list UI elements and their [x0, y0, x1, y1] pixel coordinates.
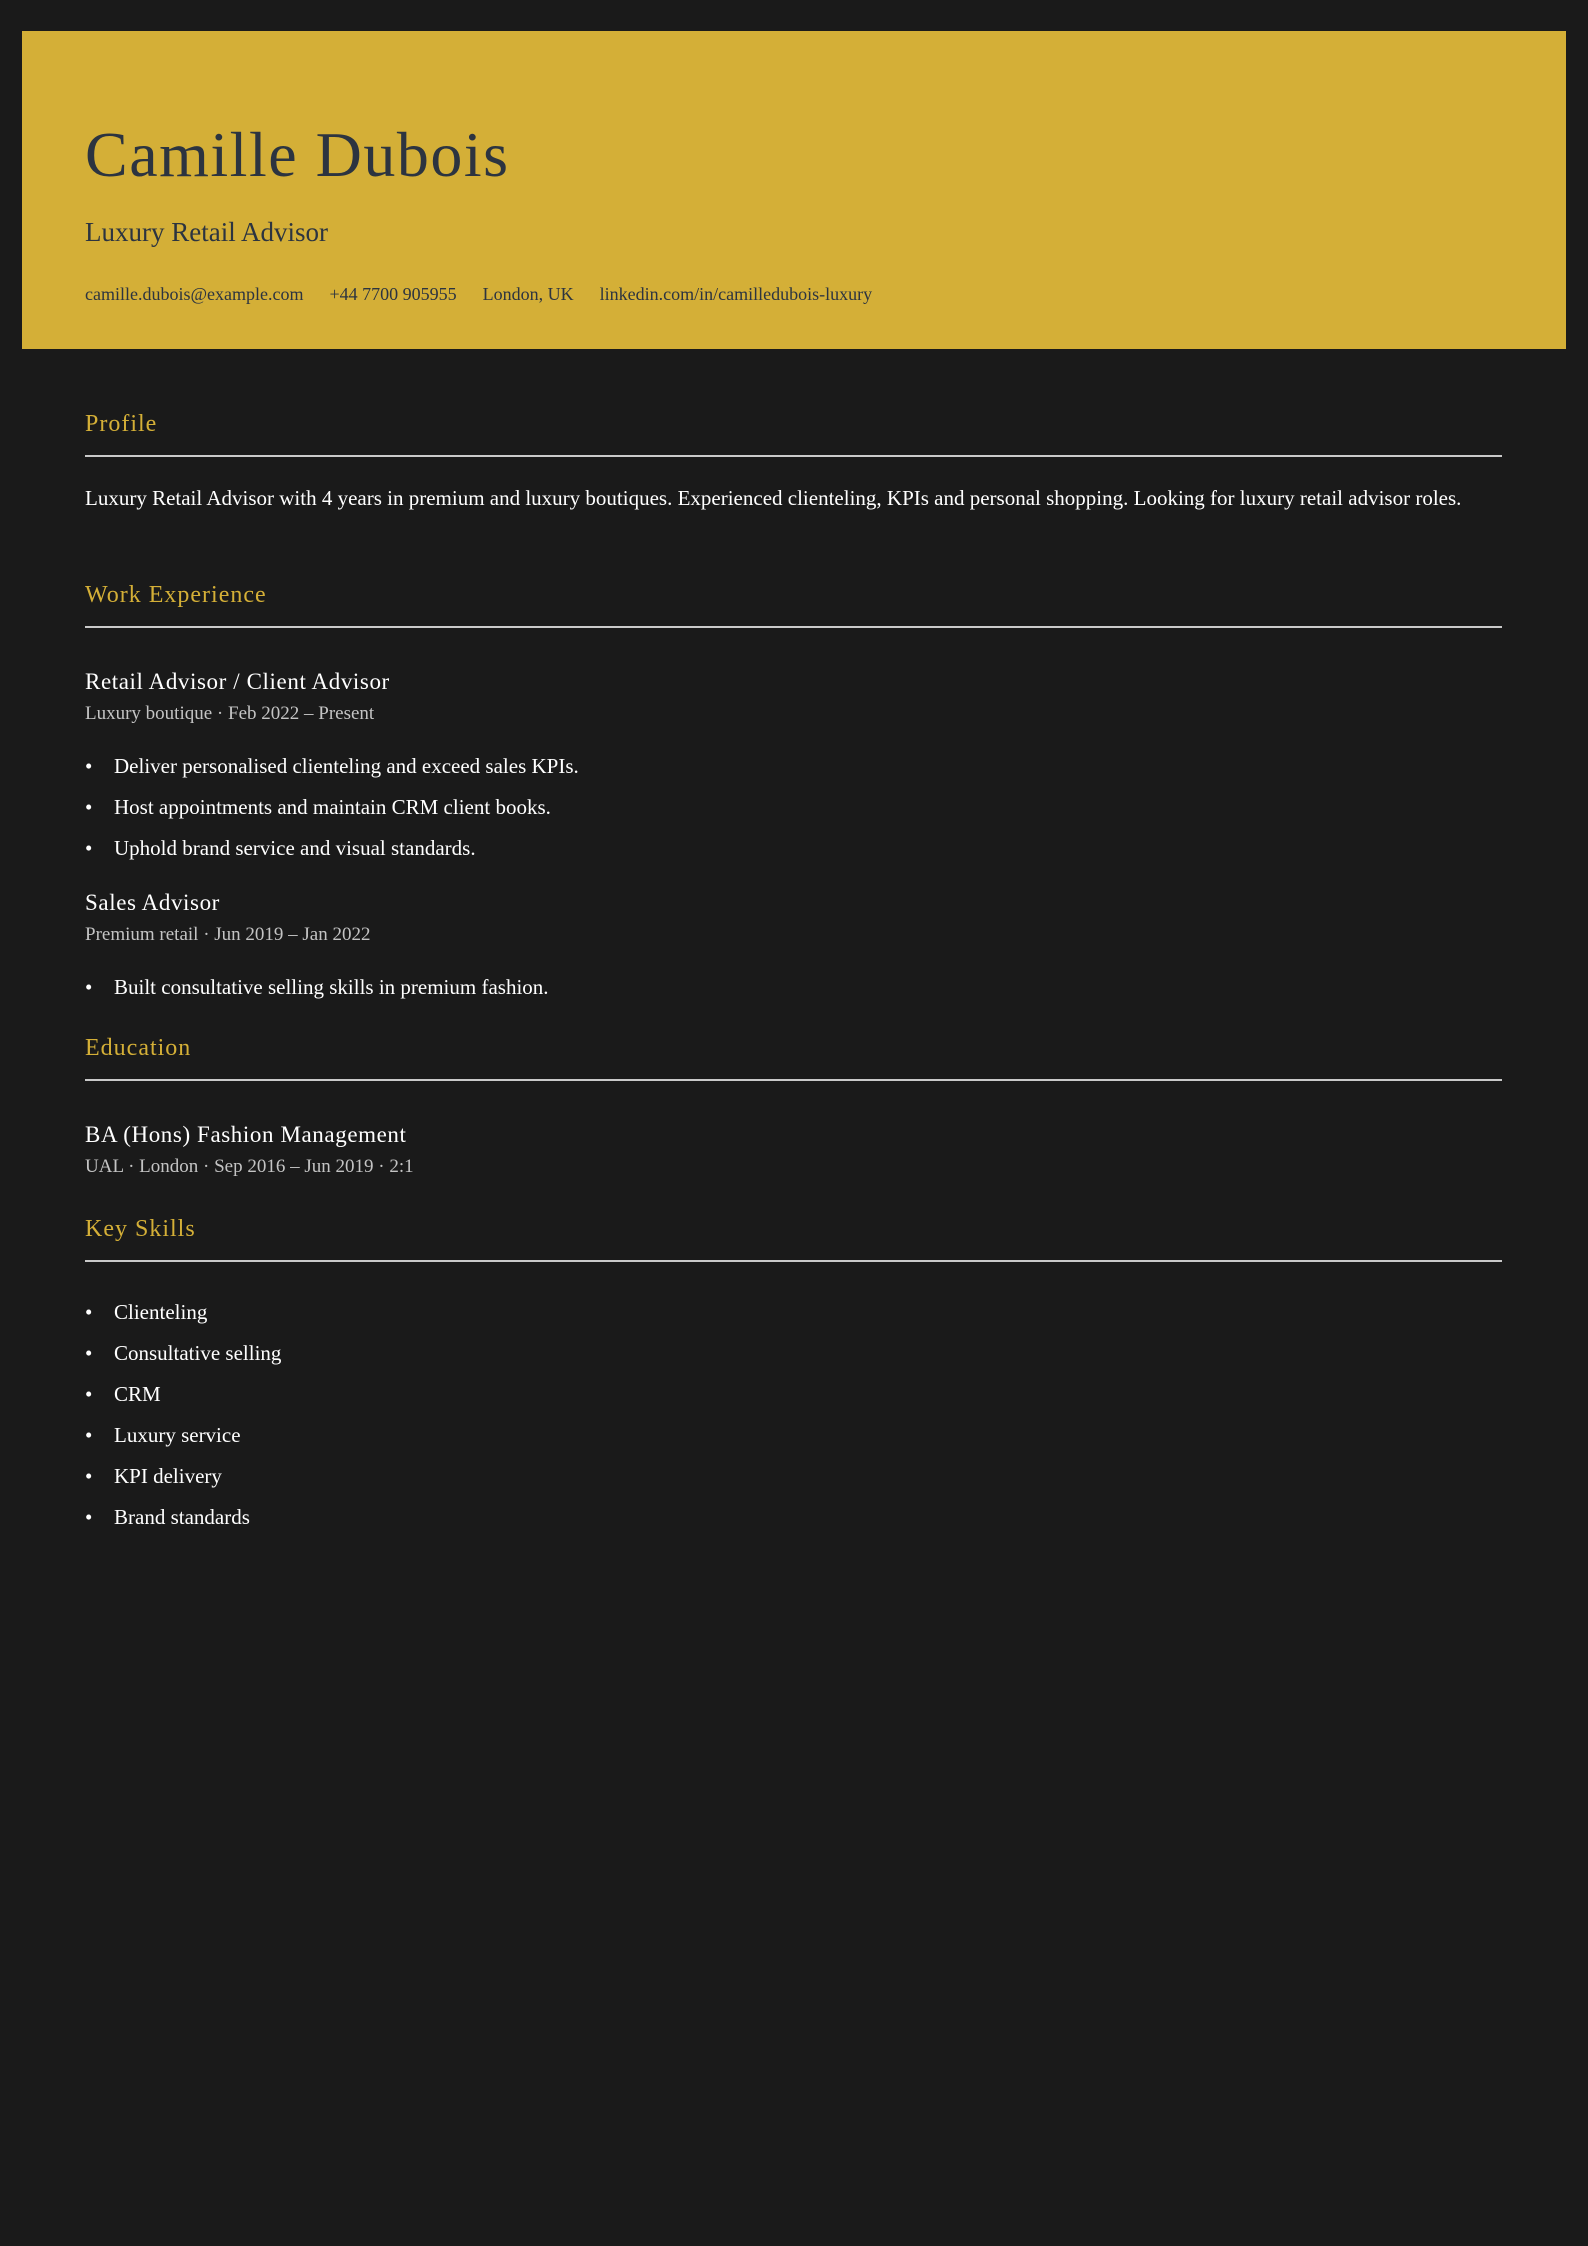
contact-linkedin[interactable]: linkedin.com/in/camilledubois-luxury	[599, 284, 873, 304]
section-heading-education: Education	[85, 1035, 192, 1061]
contact-email[interactable]: camille.dubois@example.com	[85, 284, 304, 304]
list-item: • Clienteling	[85, 1302, 281, 1343]
job-bullets	[85, 756, 579, 879]
list-item: • KPI delivery	[85, 1466, 281, 1507]
candidate-title: Luxury Retail Advisor	[85, 217, 328, 247]
section-heading-experience: Work Experience	[85, 582, 267, 608]
list-item: • Brand standards	[85, 1507, 281, 1548]
section-divider	[85, 626, 1502, 628]
list-item: • Uphold brand service and visual standards.	[85, 838, 579, 879]
list-item: • Deliver personalised clienteling and exceed sales KPIs.	[85, 756, 579, 797]
skills-list	[85, 1302, 281, 1548]
list-item: • Built consultative selling skills in premium fashion.	[85, 977, 549, 1018]
resume-header	[22, 31, 1566, 349]
section-heading-skills: Key Skills	[85, 1216, 196, 1242]
section-heading-profile: Profile	[85, 411, 158, 437]
list-item: • Consultative selling	[85, 1343, 281, 1384]
job-title: Sales Advisor	[85, 890, 220, 915]
section-divider	[85, 455, 1502, 457]
section-divider	[85, 1079, 1502, 1081]
job-meta: Premium retail · Jun 2019 – Jan 2022	[85, 924, 371, 945]
contact-location: London, UK	[482, 284, 574, 304]
section-divider	[85, 1260, 1502, 1262]
candidate-name: Camille Dubois	[85, 119, 510, 190]
list-item: • Host appointments and maintain CRM client books.	[85, 797, 579, 838]
education-meta: UAL · London · Sep 2016 – Jun 2019 · 2:1	[85, 1156, 414, 1177]
profile-summary: Luxury Retail Advisor with 4 years in premium and luxury boutiques. Experienced clienteling, KPIs and personal shopping. Looking for luxury retail advisor roles.	[85, 486, 1462, 510]
contact-line	[85, 285, 872, 303]
list-item: • Luxury service	[85, 1425, 281, 1466]
job-title: Retail Advisor / Client Advisor	[85, 669, 390, 694]
list-item: • CRM	[85, 1384, 281, 1425]
contact-phone[interactable]: +44 7700 905955	[329, 284, 457, 304]
job-bullets	[85, 977, 549, 1018]
degree-title: BA (Hons) Fashion Management	[85, 1122, 407, 1147]
job-meta: Luxury boutique · Feb 2022 – Present	[85, 703, 375, 724]
